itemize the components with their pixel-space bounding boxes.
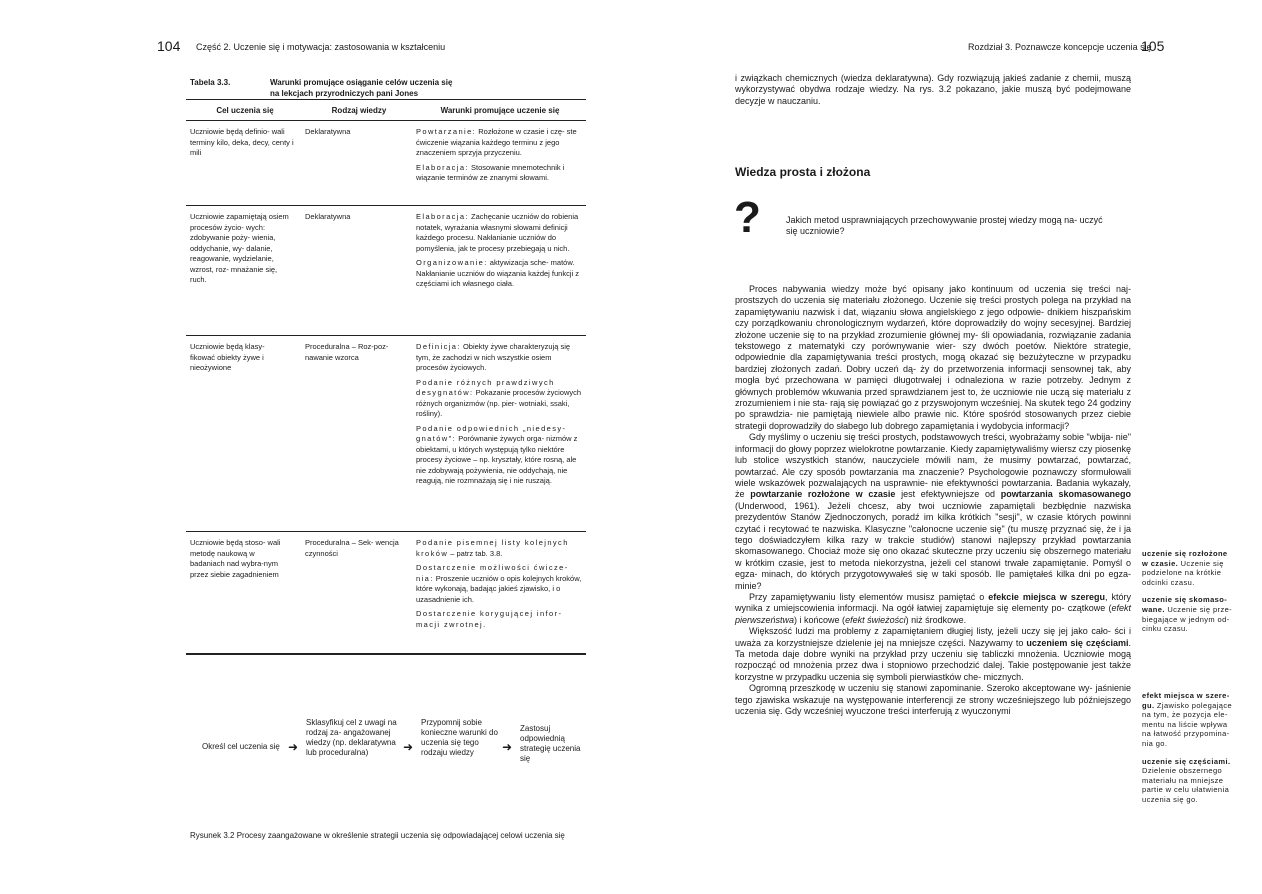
table-label: Tabela 3.3. (190, 78, 231, 87)
condition-term: Podanie odpowiednich „niedesy- gnatów": (416, 423, 567, 443)
arrow-icon: ➜ (502, 740, 513, 754)
condition-text: Obiekty żywe charakteryzują się tym, że zachodzi w nich wszystkie osiem procesów życiowych. (416, 342, 571, 372)
condition-term: Podanie pisemnej listy kolejnych kroków (416, 538, 569, 558)
row4-knowledge: Proceduralna – Sek- wencja czynności (305, 538, 399, 558)
paragraph: Proces nabywania wiedzy może być opisany jako kontinuum od uczenia się treści naj- prostszych do uczenia się materiału złożonego. Uczenie się treści prostych polega na przykład na zapamiętywaniu nazwisk i dat, wiązaniu słowa angielskiego z jego odpowie- dnikiem hiszpańskim czy porządkowaniu chronologicznym wydarzeń, które doprowadziły do wojny secesyjnej. Bardziej złożone uczenie się to na przykład zrozumienie głównej my- śli opowiadania, rozwiązanie zadania tekstowego z matematyki czy porównywanie wier- szy dwóch poetów. Niektóre strategie, odpowiednie dla zapamiętywania treści prostych, mogą okazać się bezużyteczne w przypadku bardziej złożonych zadań. Dobry uczeń dą- ży do przetworzenia informacji sensownej tak, aby mogła być przechowana w pamięci długotrwałej i odnaleziona w razie potrzeby. Jednym z głównych problemów wkuwania przed sprawdzianem jest to, że uczniowie nie uczą się materiału z zrozumieniem i nie sta- rają się powiązać go z przyswojonym wcześniej. Na skutek tego 24 godziny po sprawdzia- nie pamiętają niewiele albo prawie nic. Które spośród stosowanych przez ciebie strategii doprowadziły do słabego lub dobrego zapamiętania i wydobycia informacji? (735, 284, 1131, 431)
condition-term: Elaboracja: (416, 212, 469, 221)
condition-term: Podanie różnych prawdziwych desygnatów: (416, 377, 555, 397)
margin-notes (1142, 691, 1236, 813)
arrow-icon: ➜ (288, 740, 299, 754)
condition-text: Stosowanie mnemotechnik i wiązanie terminów ze znanymi słowami. (416, 162, 565, 182)
paragraph: Przy zapamiętywaniu listy elementów musisz pamiętać o efekcie miejsca w szeregu, który wynika z umiejscowienia informacji. Na ogół łatwiej zapamiętuje się elementy po- czątkowe (efekt pierwszeństwa) i końcowe (efekt świeżości) niż środkowe. (735, 591, 1131, 625)
intro-paragraph: i związkach chemicznych (wiedza deklaratywna). Gdy rozwiązują jakieś zadanie z chemii, muszą wykorzystywać obydwa rodzaje wiedzy. Na rys. 3.2 pokazano, jakie muszą być podejmowane decyzje w nauczaniu. (735, 73, 1131, 106)
row1-conditions (416, 127, 584, 188)
question-mark-icon: ? (734, 193, 761, 242)
row1-goal: Uczniowie będą definio- wali terminy kilo, deka, decy, centy i mili (190, 127, 294, 157)
margin-notes (1142, 549, 1236, 642)
condition-text: aktywizacja sche- matów. Nakłanianie uczniów do wiązania każdej funkcji z częściami ich własnego ciała. (416, 258, 580, 288)
right-running-header: Rozdział 3. Poznawcze koncepcje uczenia się (968, 42, 1152, 52)
figure-box-define-goal: Określ cel uczenia się (202, 742, 280, 751)
paragraph: Większość ludzi ma problemy z zapamiętaniem długiej listy, jeżeli uczy się jej jako cało- ści i uważa za korzystniejsze dzielenie jej na mniejsze części. Nazywamy to uczeniem się częściami. Ta metoda daje dobre wyniki na przykład przy uczeniu się tabliczki mnożenia. Uczniowie mogą rozpocząć od mnożenia przez dwa i stopniowo przechodzić dalej. Takie postępowanie jest także korzystne w przypadku uczenia się symboli pierwiastków che- micznych. (735, 626, 1131, 682)
row2-goal: Uczniowie zapamiętają osiem procesów życio- wych: zdobywanie poży- wienia, oddychanie, wy- dalanie, reagowanie, wydzielanie, wzrost, roz- mnażanie się, ruch. (190, 212, 289, 284)
arrow-icon: ➜ (403, 740, 414, 754)
right-page-number: 105 (1141, 38, 1165, 54)
main-text (735, 284, 1131, 717)
row3-goal: Uczniowie będą klasy- fikować obiekty żywe i nieożywione (190, 342, 265, 372)
row3-conditions (416, 342, 584, 491)
row3-knowledge: Proceduralna – Roz-poz- nawanie wzorca (305, 342, 389, 362)
condition-term: Dostarczenie korygującej infor- macji zwrotnej. (416, 609, 563, 629)
condition-text: – patrz tab. 3.8. (448, 548, 503, 558)
left-running-header: Część 2. Uczenie się i motywacja: zastosowania w kształceniu (196, 42, 446, 52)
paragraph: Ogromną przeszkodę w uczeniu się stanowi zapominanie. Szeroko akceptowane wy- jaśnienie tego zjawiska wskazuje na występowanie interferencji ze strony wcześniejszego lub późniejszego uczenia się. Gdy wcześniej wyuczone treści interferują z wyuczonymi (735, 683, 1131, 717)
row4-conditions (416, 538, 584, 634)
margin-note: uczenie się skomaso- wane. Uczenie się prze- biegające w jednym od- cinku czasu. (1142, 595, 1233, 634)
margin-note: efekt miejsca w szere- gu. Zjawisko polegające na tym, że pozycja ele- mentu na liście wpływa na łatwość przypomina- nia go. (1142, 691, 1233, 748)
condition-text: Rozłożone w czasie i czę- ste ćwiczenie wiązania każdego terminu z jego znaczeniem sprzyja przyczeniu. (416, 127, 577, 157)
row1-knowledge: Deklaratywna (305, 127, 351, 136)
section-title: Wiedza prosta i złożona (735, 165, 871, 179)
condition-term: Dostarczenie możliwości ćwicze- nia: (416, 563, 569, 583)
condition-term: Organizowanie: (416, 258, 488, 267)
margin-note: uczenie się rozłożone w czasie. Uczenie się podzielone na krótkie odcinki czasu. (1142, 549, 1228, 587)
figure-caption: Rysunek 3.2 Procesy zaangażowane w określenie strategii uczenia się odpowiadającej celowi uczenia się (190, 831, 565, 840)
row4-goal: Uczniowie będą stoso- wali metodę naukową w badaniach nad wybra-nym przez siebie zagadnieniem (190, 538, 281, 579)
condition-term: Powtarzanie: (416, 127, 477, 136)
condition-text: Porównanie żywych orga- nizmów z obiektami, u których występują tylko niektóre procesy życiowe – np. kryształy, które rosną, ale nie zdobywają pożywienia, nie oddychają, nie reagują, nie rozmnażają się i nie ruszają. (416, 434, 578, 485)
figure-box-apply-strategy: Zastosuj odpowiednią strategię uczenia się (520, 724, 581, 763)
margin-note: uczenie się częściami. Dzielenie obszernego materiału na mniejsze partie w celu ułatwienia uczenia się go. (1142, 756, 1231, 804)
table-row (190, 127, 296, 159)
table-header-conditions: Warunki promujące uczenie się (440, 106, 560, 115)
row2-conditions (416, 212, 584, 294)
row2-knowledge: Deklaratywna (305, 212, 351, 221)
condition-term: Definicja: (416, 342, 461, 351)
figure-box-classify-goal: Sklasyfikuj cel z uwagi na rodzaj za- angażowanej wiedzy (np. deklaratywna lub proceduralna) (306, 718, 397, 757)
table-title-line1: Warunki promujące osiąganie celów uczenia się (270, 78, 453, 87)
left-page-number: 104 (157, 38, 181, 54)
table-header-knowledge: Rodzaj wiedzy (331, 106, 387, 115)
paragraph: Gdy myślimy o uczeniu się treści prostych, podstawowych treści, wyobrażamy sobie "wbija- nie" informacji do głowy poprzez wielokrotne powtarzanie. Kiedy zapamiętywaliśmy wiersz czy piosenkę lub stolice wszystkich stanów, nauczyciele mówili nam, że musimy powtarzać, powtarzać, powtarzać. Ale czy sposób powtarzania ma znaczenie? Psychologowie poznawczy sformułowali wiele wskazówek pozwalających na usprawnie- nie efektywności powtarzania. Badania wykazały, że powtarzanie rozłożone w czasie jest efektywniejsze od powtarzania skomasowanego (Underwood, 1961). Jeżeli chcesz, aby twoi uczniowie zapamiętali bezbłędnie nazwiska prezydentów Stanów Zjednoczonych, poradź im kilka krótkich "sesji", w czasie których powinni czytać i recytować te nazwiska. Klasyczne "całonocne uczenie się" (tu muszę przyznać się, że i ja tego doświadczyłem kilka razy w trakcie studiów) stanowi najlepszy przykład powtarzania skomasowanego. Chociaż może się ono okazać skuteczne przy uczeniu się obszernego materiału w krótkim czasie, jest to metoda niekorzystna, jeżeli cel stanowi trwałe zapamiętanie. Pomyśl o egza- minach, do których przygotowywałeś się w taki sposób. Ile pamiętałeś kilka dni po egza- minie? (735, 432, 1131, 591)
condition-text: Pokazanie procesów życiowych różnych organizmów (np. pier- wotniaki, ssaki, rośliny). (416, 388, 582, 418)
condition-term: Elaboracja: (416, 162, 469, 172)
figure-box-recall-conditions: Przypomnij sobie konieczne warunki do uczenia się tego rodzaju wiedzy (421, 718, 498, 757)
condition-text: Proszenie uczniów o opis kolejnych kroków, które wykonają, badając jakieś zjawisko, i o uzasadnienie ich. (416, 573, 582, 604)
study-question: Jakich metod usprawniających przechowywanie prostej wiedzy mogą na- uczyć się uczniowie? (786, 215, 1103, 237)
condition-text: Zachęcanie uczniów do robienia notatek, wyrażania własnymi słowami definicji każdego procesu. Nakłanianie uczniów do pomyślenia, jak te procesy przebiegają u nich. (416, 212, 579, 253)
table-header-goal: Cel uczenia się (216, 106, 274, 115)
table-title-line2: na lekcjach przyrodniczych pani Jones (270, 89, 419, 98)
